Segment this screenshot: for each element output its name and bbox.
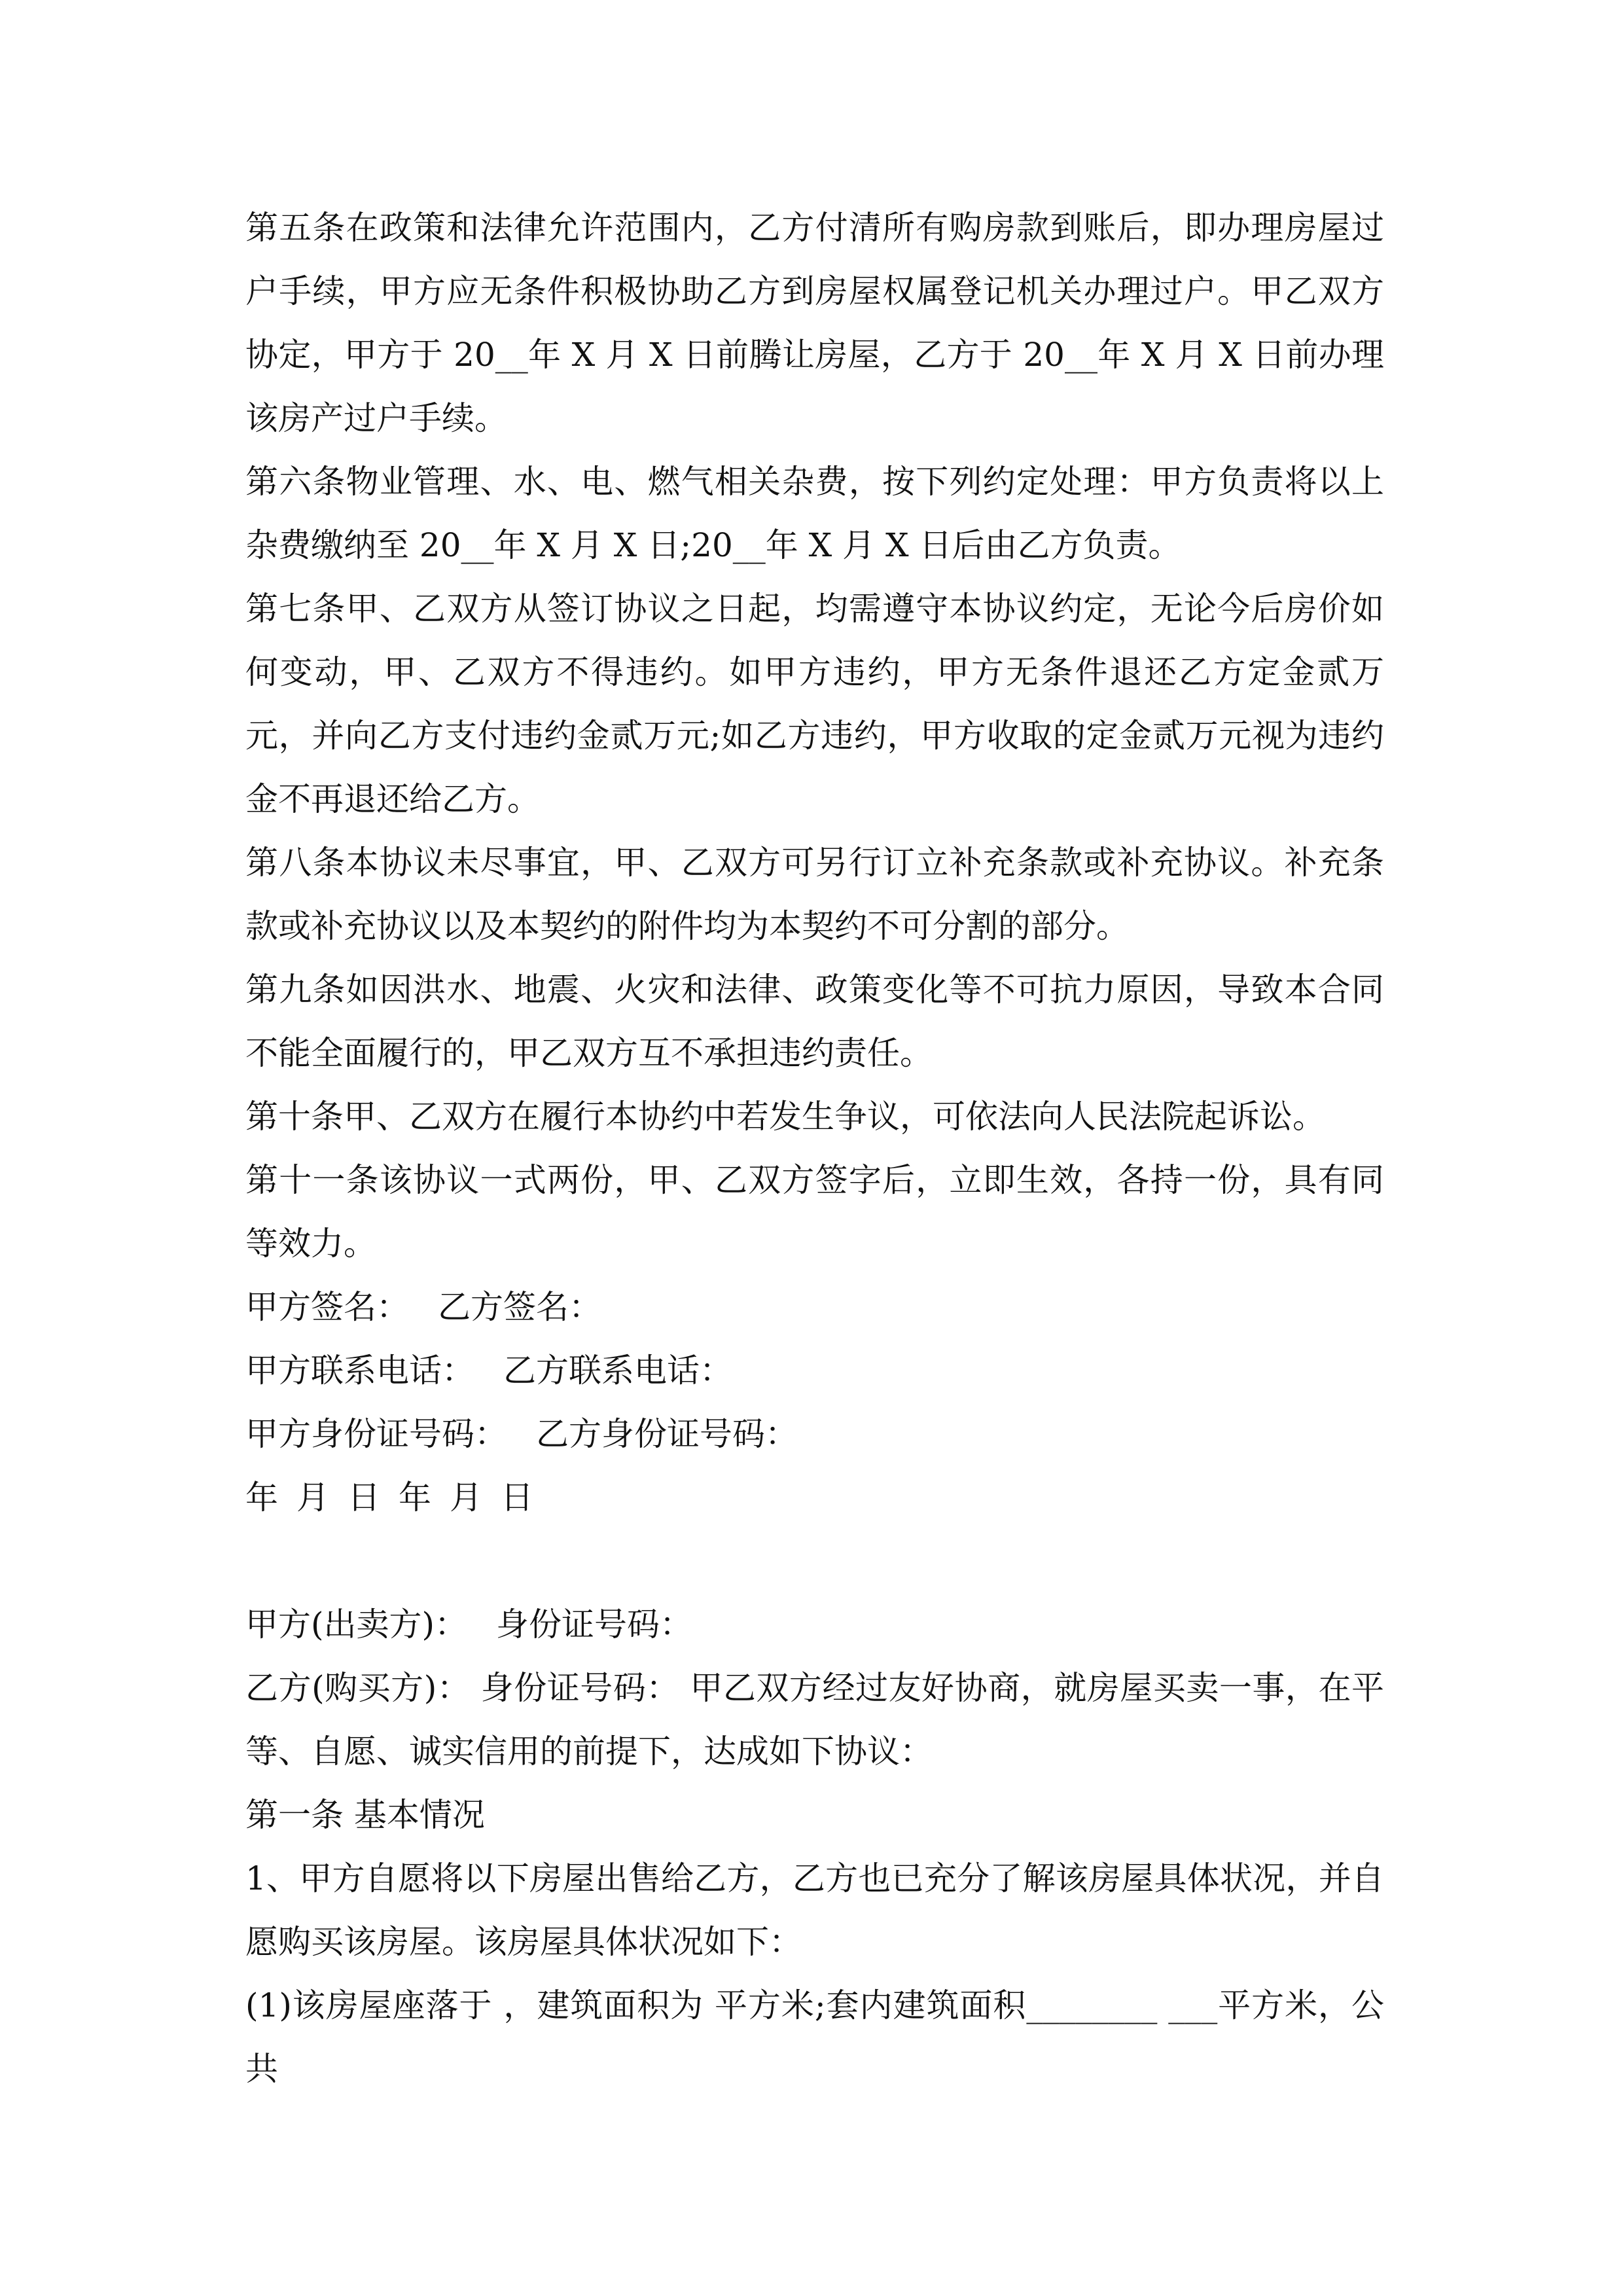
party-b-id-label: 乙方身份证号码： bbox=[536, 1415, 798, 1453]
date-day-a: 日 bbox=[348, 1479, 380, 1516]
document-body bbox=[245, 196, 1384, 2101]
section-spacer bbox=[245, 1530, 1384, 1593]
article-1-title: 第一条 基本情况 bbox=[245, 1796, 485, 1834]
party-a-phone-label: 甲方联系电话： bbox=[245, 1352, 474, 1390]
article-1-item-1-1: (1)该房屋座落于 ，建筑面积为 平方米;套内建筑面积________ ___平方米，公共 bbox=[245, 1986, 1384, 2088]
article-6: 第六条物业管理、水、电、燃气相关杂费，按下列约定处理：甲方负责将以上杂费缴纳至 20__年 X 月 X 日;20__年 X 月 X 日后由乙方负责。 bbox=[245, 463, 1384, 564]
date-month-b: 月 bbox=[450, 1479, 482, 1516]
party-b-signature-label: 乙方签名： bbox=[438, 1288, 601, 1326]
article-1-item-1: 1、甲方自愿将以下房屋出售给乙方，乙方也已充分了解该房屋具体状况，并自愿购买该房屋。该房屋具体状况如下： bbox=[245, 1859, 1384, 1961]
party-a-signature-label: 甲方签名： bbox=[245, 1288, 409, 1326]
article-11: 第十一条该协议一式两份，甲、乙双方签字后，立即生效，各持一份，具有同等效力。 bbox=[245, 1161, 1384, 1263]
date-day-b: 日 bbox=[501, 1479, 533, 1516]
article-9: 第九条如因洪水、地震、火灾和法律、政策变化等不可抗力原因，导致本合同不能全面履行的，甲乙双方互不承担违约责任。 bbox=[245, 971, 1384, 1072]
buyer-paragraph: 乙方(购买方)： 身份证号码： 甲乙双方经过友好协商，就房屋买卖一事，在平等、自愿、诚实信用的前提下，达成如下协议： bbox=[245, 1669, 1384, 1770]
party-a-id-label: 甲方身份证号码： bbox=[245, 1415, 507, 1453]
article-8: 第八条本协议未尽事宜，甲、乙双方可另行订立补充条款或补充协议。补充条款或补充协议以及本契约的附件均为本契约不可分割的部分。 bbox=[245, 844, 1384, 945]
seller-label: 甲方(出卖方)： bbox=[245, 1605, 468, 1643]
article-7: 第七条甲、乙双方从签订协议之日起，均需遵守本协议约定，无论今后房价如何变动，甲、乙双方不得违约。如甲方违约，甲方无条件退还乙方定金贰万元，并向乙方支付违约金贰万元;如乙方违约，甲方收取的定金贰万元视为违约金不再退还给乙方。 bbox=[245, 590, 1384, 818]
date-year-a: 年 bbox=[245, 1479, 278, 1516]
article-5: 第五条在政策和法律允许范围内，乙方付清所有购房款到账后，即办理房屋过户手续，甲方应无条件积极协助乙方到房屋权属登记机关办理过户。甲乙双方协定，甲方于 20__年 X 月 X 日前腾让房屋，乙方于 20__年 X 月 X 日前办理该房产过户手续。 bbox=[245, 209, 1384, 437]
seller-id-label: 身份证号码： bbox=[496, 1605, 693, 1643]
date-year-b: 年 bbox=[399, 1479, 431, 1516]
seller-line bbox=[245, 1593, 1384, 1657]
party-b-phone-label: 乙方联系电话： bbox=[503, 1352, 732, 1390]
phone-line bbox=[245, 1339, 1384, 1403]
article-10: 第十条甲、乙双方在履行本协约中若发生争议，可依法向人民法院起诉讼。 bbox=[245, 1098, 1325, 1136]
id-line bbox=[245, 1403, 1384, 1466]
signature-line bbox=[245, 1276, 1384, 1339]
date-line bbox=[245, 1466, 1384, 1530]
date-month-a: 月 bbox=[296, 1479, 329, 1516]
